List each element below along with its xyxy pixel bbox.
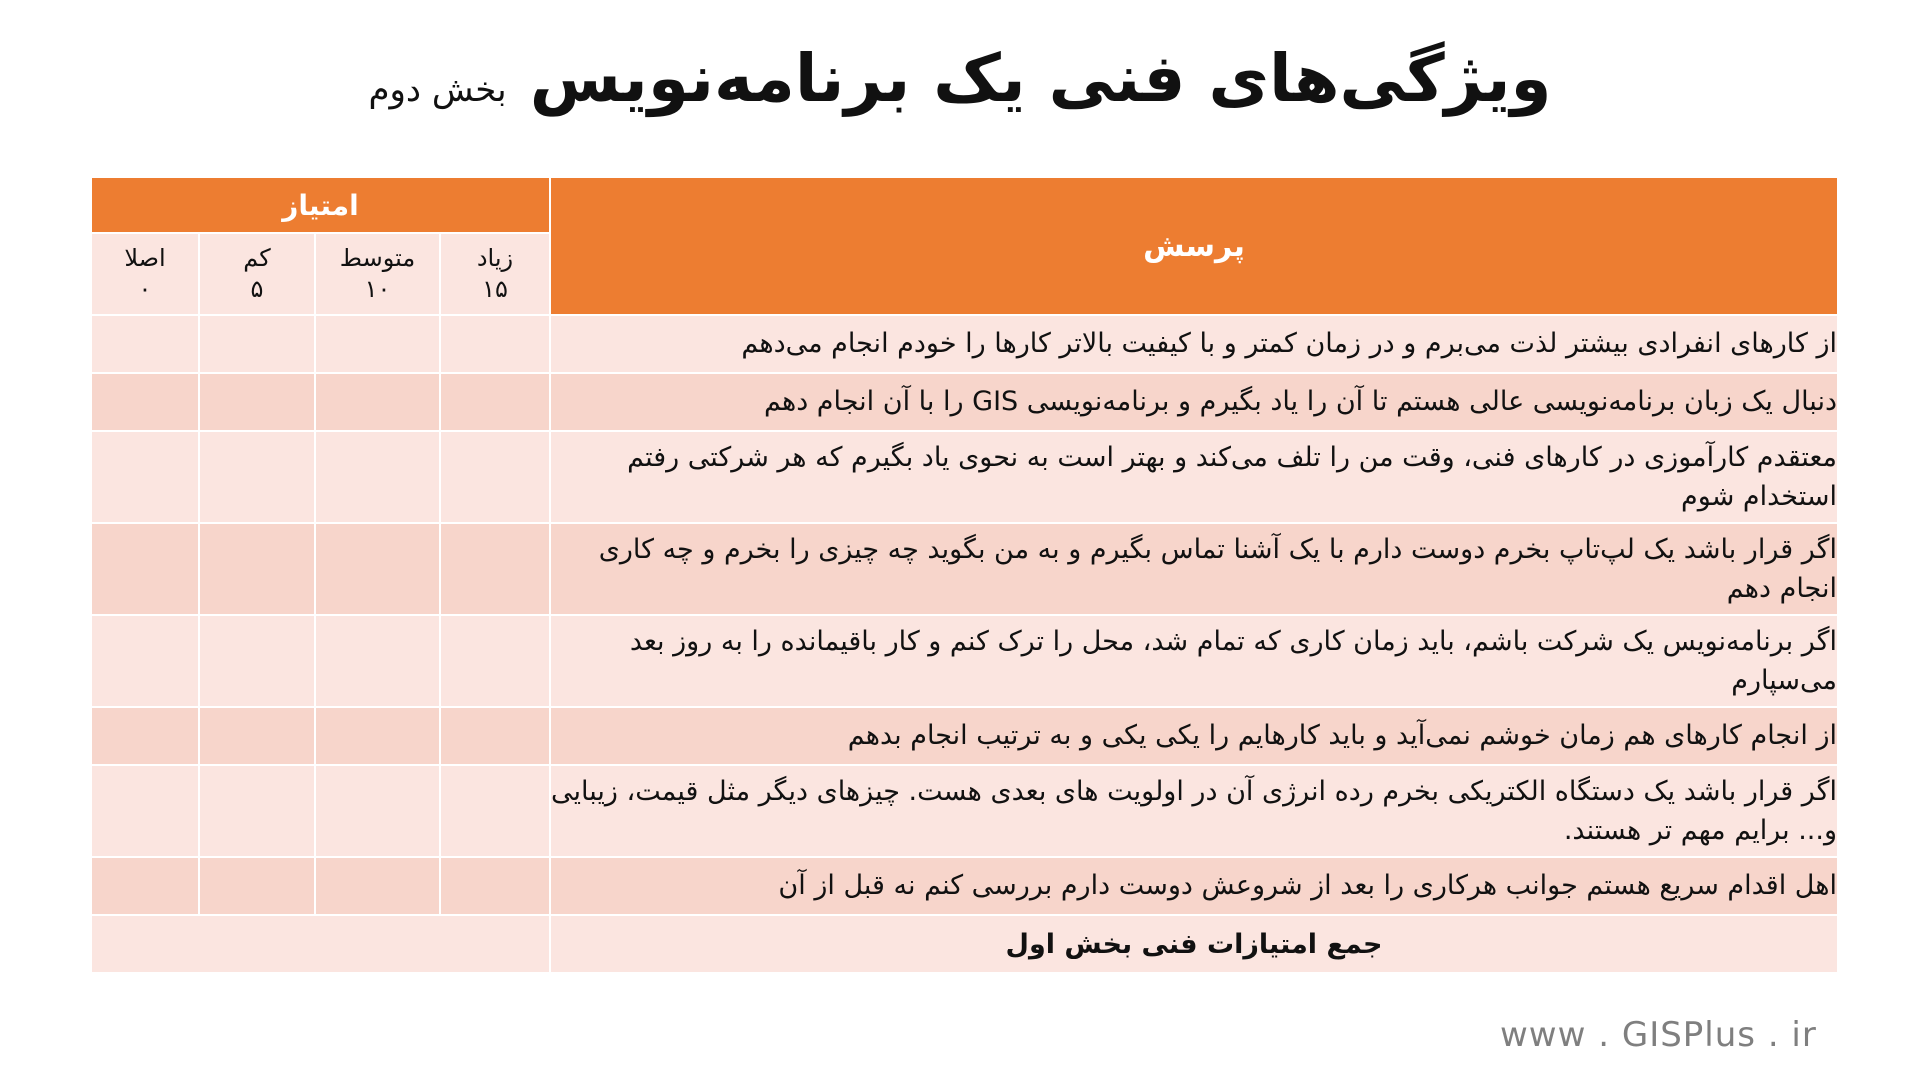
- question-text: از انجام کارهای هم زمان خوشم نمی‌آید و باید کارهایم را یکی یکی و به ترتیب انجام بدهم: [550, 707, 1838, 765]
- score-cell[interactable]: [199, 707, 315, 765]
- total-label: جمع امتیازات فنی بخش اول: [550, 915, 1838, 973]
- question-text: اگر قرار باشد یک دستگاه الکتریکی بخرم رده انرژی آن در اولویت های بعدی هست. چیزهای دیگر مثل قیمت، زیبایی و... برایم مهم تر هستند.: [550, 765, 1838, 857]
- score-cell[interactable]: [440, 857, 550, 915]
- score-cell[interactable]: [199, 765, 315, 857]
- score-cell[interactable]: [91, 765, 199, 857]
- level-low: کم ۵: [199, 233, 315, 315]
- table-row: [91, 373, 1838, 431]
- level-high: زیاد ۱۵: [440, 233, 550, 315]
- score-header: امتیاز: [91, 177, 550, 233]
- question-header: پرسش: [550, 177, 1838, 315]
- score-cell[interactable]: [91, 431, 199, 523]
- total-score-cell[interactable]: [91, 915, 550, 973]
- score-cell[interactable]: [440, 315, 550, 373]
- table-row: [91, 765, 1838, 857]
- footer-website: www . GISPlus . ir: [1500, 1015, 1817, 1055]
- score-cell[interactable]: [199, 857, 315, 915]
- score-cell[interactable]: [440, 765, 550, 857]
- score-cell[interactable]: [91, 373, 199, 431]
- score-cell[interactable]: [315, 315, 440, 373]
- score-cell[interactable]: [199, 431, 315, 523]
- score-cell[interactable]: [91, 707, 199, 765]
- score-cell[interactable]: [91, 315, 199, 373]
- score-cell[interactable]: [440, 373, 550, 431]
- score-cell[interactable]: [91, 523, 199, 615]
- level-none: اصلا ۰: [91, 233, 199, 315]
- question-text: از کارهای انفرادی بیشتر لذت می‌برم و در زمان کمتر و با کیفیت بالاتر کارها را خودم انجام می‌دهم: [550, 315, 1838, 373]
- level-medium: متوسط ۱۰: [315, 233, 440, 315]
- score-cell[interactable]: [315, 765, 440, 857]
- score-cell[interactable]: [440, 431, 550, 523]
- page-title: [0, 40, 1920, 117]
- score-cell[interactable]: [91, 615, 199, 707]
- score-cell[interactable]: [315, 373, 440, 431]
- score-cell[interactable]: [91, 857, 199, 915]
- score-cell[interactable]: [440, 615, 550, 707]
- score-cell[interactable]: [315, 707, 440, 765]
- table-row: [91, 857, 1838, 915]
- score-cell[interactable]: [315, 523, 440, 615]
- score-cell[interactable]: [199, 315, 315, 373]
- table-row: [91, 315, 1838, 373]
- title-main: ویژگی‌های فنی یک برنامه‌نویس: [529, 40, 1552, 117]
- question-table: [90, 176, 1839, 974]
- table-row: [91, 431, 1838, 523]
- score-cell[interactable]: [315, 615, 440, 707]
- score-cell[interactable]: [199, 615, 315, 707]
- table-row: [91, 707, 1838, 765]
- table-row: [91, 523, 1838, 615]
- question-text: اگر برنامه‌نویس یک شرکت باشم، باید زمان کاری که تمام شد، محل را ترک کنم و کار باقیمانده را به روز بعد می‌سپارم: [550, 615, 1838, 707]
- score-cell[interactable]: [440, 523, 550, 615]
- score-cell[interactable]: [440, 707, 550, 765]
- table-row: [91, 615, 1838, 707]
- question-text: معتقدم کارآموزی در کارهای فنی، وقت من را تلف می‌کند و بهتر است به نحوی یاد بگیرم که هر شرکتی رفتم استخدام شوم: [550, 431, 1838, 523]
- score-cell[interactable]: [315, 431, 440, 523]
- question-text: دنبال یک زبان برنامه‌نویسی عالی هستم تا آن را یاد بگیرم و برنامه‌نویسی GIS را با آن انجام دهم: [550, 373, 1838, 431]
- title-sub: بخش دوم: [368, 70, 507, 110]
- question-text: اهل اقدام سریع هستم جوانب هرکاری را بعد از شروعش دوست دارم بررسی کنم نه قبل از آن: [550, 857, 1838, 915]
- score-cell[interactable]: [315, 857, 440, 915]
- score-cell[interactable]: [199, 523, 315, 615]
- question-text: اگر قرار باشد یک لپ‌تاپ بخرم دوست دارم با یک آشنا تماس بگیرم و به من بگوید چه چیزی را بخرم و چه کاری انجام دهم: [550, 523, 1838, 615]
- total-row: [91, 915, 1838, 973]
- score-cell[interactable]: [199, 373, 315, 431]
